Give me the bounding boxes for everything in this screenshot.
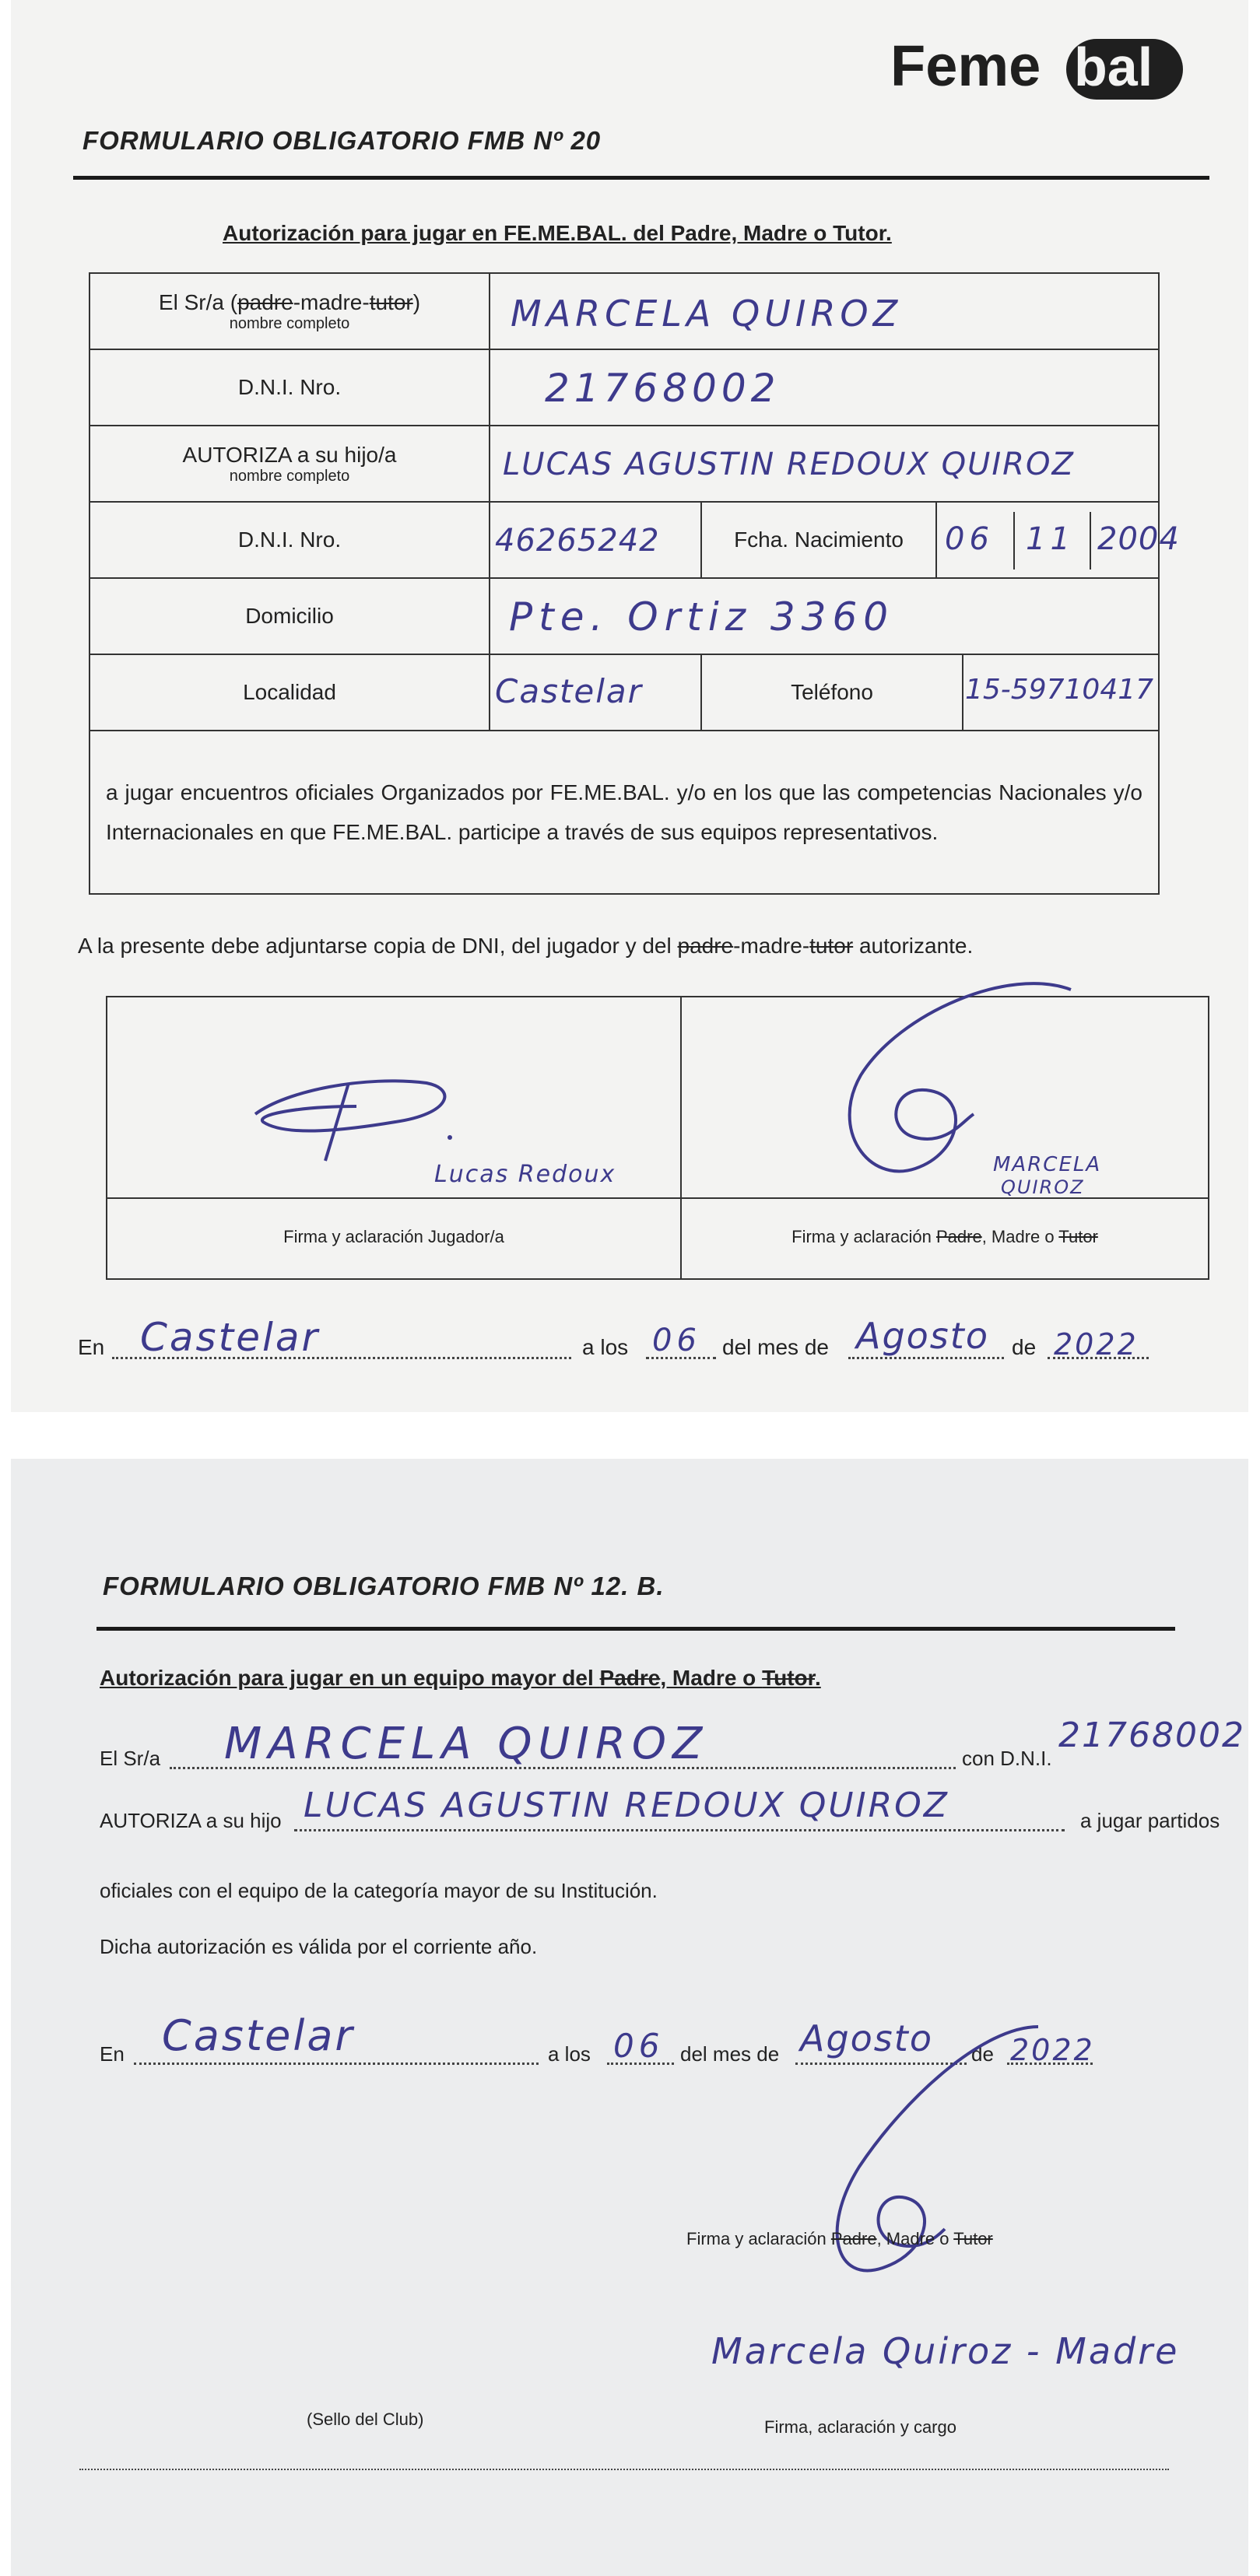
- domicilio-cell[interactable]: [490, 578, 1159, 654]
- player-signature-line: [107, 1197, 680, 1199]
- form2-header: FORMULARIO OBLIGATORIO FMB Nº 12. B.: [103, 1572, 665, 1600]
- signature-box-parent[interactable]: [680, 996, 1209, 1280]
- header-divider: [73, 176, 1209, 180]
- autoriza-line: AUTORIZA a su hijo LUCAS AGUSTIN REDOUX QUIROZ a jugar partidos: [100, 1786, 1220, 1832]
- form2-line2: oficiales con el equipo de la categoría mayor de su Institución.: [100, 1879, 658, 1902]
- form-fmb-20: [11, 0, 1248, 1412]
- localidad-value: Castelar: [495, 672, 643, 710]
- form2-written-signature: Marcela Quiroz - Madre: [711, 2330, 1180, 2372]
- nombre-hijo-cell[interactable]: [490, 426, 1159, 502]
- signature-box-player[interactable]: [106, 996, 682, 1280]
- bottom-dotted-line: [79, 2469, 1169, 2470]
- svg-text:Feme: Feme: [890, 33, 1041, 98]
- player-signature-caption: Firma y aclaración Jugador/a: [283, 1227, 504, 1246]
- date-month-2: Agosto: [800, 2017, 933, 2059]
- nombre-padre-value: MARCELA QUIROZ: [511, 293, 903, 335]
- sr-label-cell: El Sr/a (padre-madre-tutor) nombre completo: [89, 273, 490, 349]
- dni-padre-value: 21768002: [545, 366, 781, 411]
- player-signature-drawing: [240, 1060, 473, 1169]
- form-fmb-12b: [11, 1459, 1248, 2576]
- date-city-1: Castelar: [140, 1315, 321, 1360]
- date-city-2: Castelar: [162, 2011, 355, 2060]
- date-line-1: En Castelar a los 06 del mes de Agosto de 2022: [78, 1315, 1214, 1377]
- localidad-label: Localidad: [89, 654, 490, 731]
- dni-padre-cell[interactable]: [490, 349, 1159, 426]
- authorization-paragraph: a jugar encuentros oficiales Organizados por FE.ME.BAL. y/o en los que las competencias Nacionales y/o Internacionales en que FE.ME.BAL. participe a través de sus equipos representativos.: [106, 780, 1142, 844]
- date-day-1: 06: [652, 1323, 701, 1358]
- fecha-nac-label: Fcha. Nacimiento: [701, 502, 936, 578]
- form2-line3: Dicha autorización es válida por el corriente año.: [100, 1935, 538, 1958]
- telefono-label: Teléfono: [701, 654, 963, 731]
- date-day-2: 06: [613, 2027, 665, 2065]
- sr-line: El Sr/a MARCELA QUIROZ con D.N.I. 21768002: [100, 1716, 1245, 1770]
- authorization-table: [89, 272, 1180, 895]
- parent-signature-text-2: QUIROZ: [1001, 1176, 1085, 1198]
- telefono-cell[interactable]: [963, 654, 1159, 731]
- form2-signature-drawing: [789, 2003, 1085, 2299]
- fecha-nac-dia: 06: [945, 521, 994, 557]
- dni-hijo-cell[interactable]: [490, 502, 701, 578]
- dni-value-2[interactable]: 21768002: [1058, 1716, 1245, 1755]
- form2-signature-caption: Firma y aclaración Padre, Madre o Tutor: [686, 2229, 993, 2248]
- dni-hijo-value: 46265242: [495, 523, 660, 559]
- form2-title: Autorización para jugar en un equipo mayor del Padre, Madre o Tutor.: [100, 1666, 821, 1690]
- sello-label: (Sello del Club): [307, 2410, 424, 2429]
- form-header: FORMULARIO OBLIGATORIO FMB Nº 20: [82, 126, 602, 155]
- hijo-value-2[interactable]: LUCAS AGUSTIN REDOUX QUIROZ: [304, 1786, 949, 1825]
- telefono-value: 15-59710417: [965, 674, 1154, 706]
- date-line-2: En Castelar a los 06 del mes de Agosto de 2022: [100, 2011, 1095, 2067]
- parent-signature-line: [682, 1197, 1208, 1199]
- date-year-2: 2022: [1010, 2033, 1095, 2067]
- sr-value[interactable]: MARCELA QUIROZ: [224, 1719, 709, 1769]
- nombre-hijo-value: LUCAS AGUSTIN REDOUX QUIROZ: [503, 447, 1075, 482]
- player-signature-text: Lucas Redoux: [434, 1161, 616, 1188]
- femebal-logo: [890, 30, 1217, 107]
- fecha-nac-cell[interactable]: [936, 502, 1180, 578]
- nombre-padre-cell[interactable]: [490, 273, 1159, 349]
- date-year-1: 2022: [1054, 1327, 1139, 1362]
- parent-signature-caption: Firma y aclaración Padre, Madre o Tutor: [791, 1227, 1098, 1246]
- firma-cargo-label: Firma, aclaración y cargo: [764, 2417, 956, 2437]
- svg-text:bal: bal: [1074, 37, 1153, 97]
- localidad-cell[interactable]: [490, 654, 701, 731]
- date-month-1: Agosto: [856, 1315, 989, 1357]
- dni-padre-label: D.N.I. Nro.: [89, 349, 490, 426]
- parent-signature-text-1: MARCELA: [993, 1153, 1102, 1176]
- attachment-note: A la presente debe adjuntarse copia de DNI, del jugador y del padre-madre-tutor autorizante.: [78, 934, 974, 958]
- domicilio-value: Pte. Ortiz 3360: [509, 594, 895, 640]
- domicilio-label: Domicilio: [89, 578, 490, 654]
- fecha-nac-anio: 2004: [1097, 521, 1180, 557]
- paragraph-cell: [89, 731, 1159, 894]
- form2-header-divider: [97, 1627, 1175, 1631]
- dni-hijo-label: D.N.I. Nro.: [89, 502, 490, 578]
- form-title: Autorización para jugar en FE.ME.BAL. del Padre, Madre o Tutor.: [223, 221, 892, 245]
- fecha-nac-mes: 11: [1026, 521, 1075, 557]
- autoriza-label-cell: AUTORIZA a su hijo/a nombre completo: [89, 426, 490, 502]
